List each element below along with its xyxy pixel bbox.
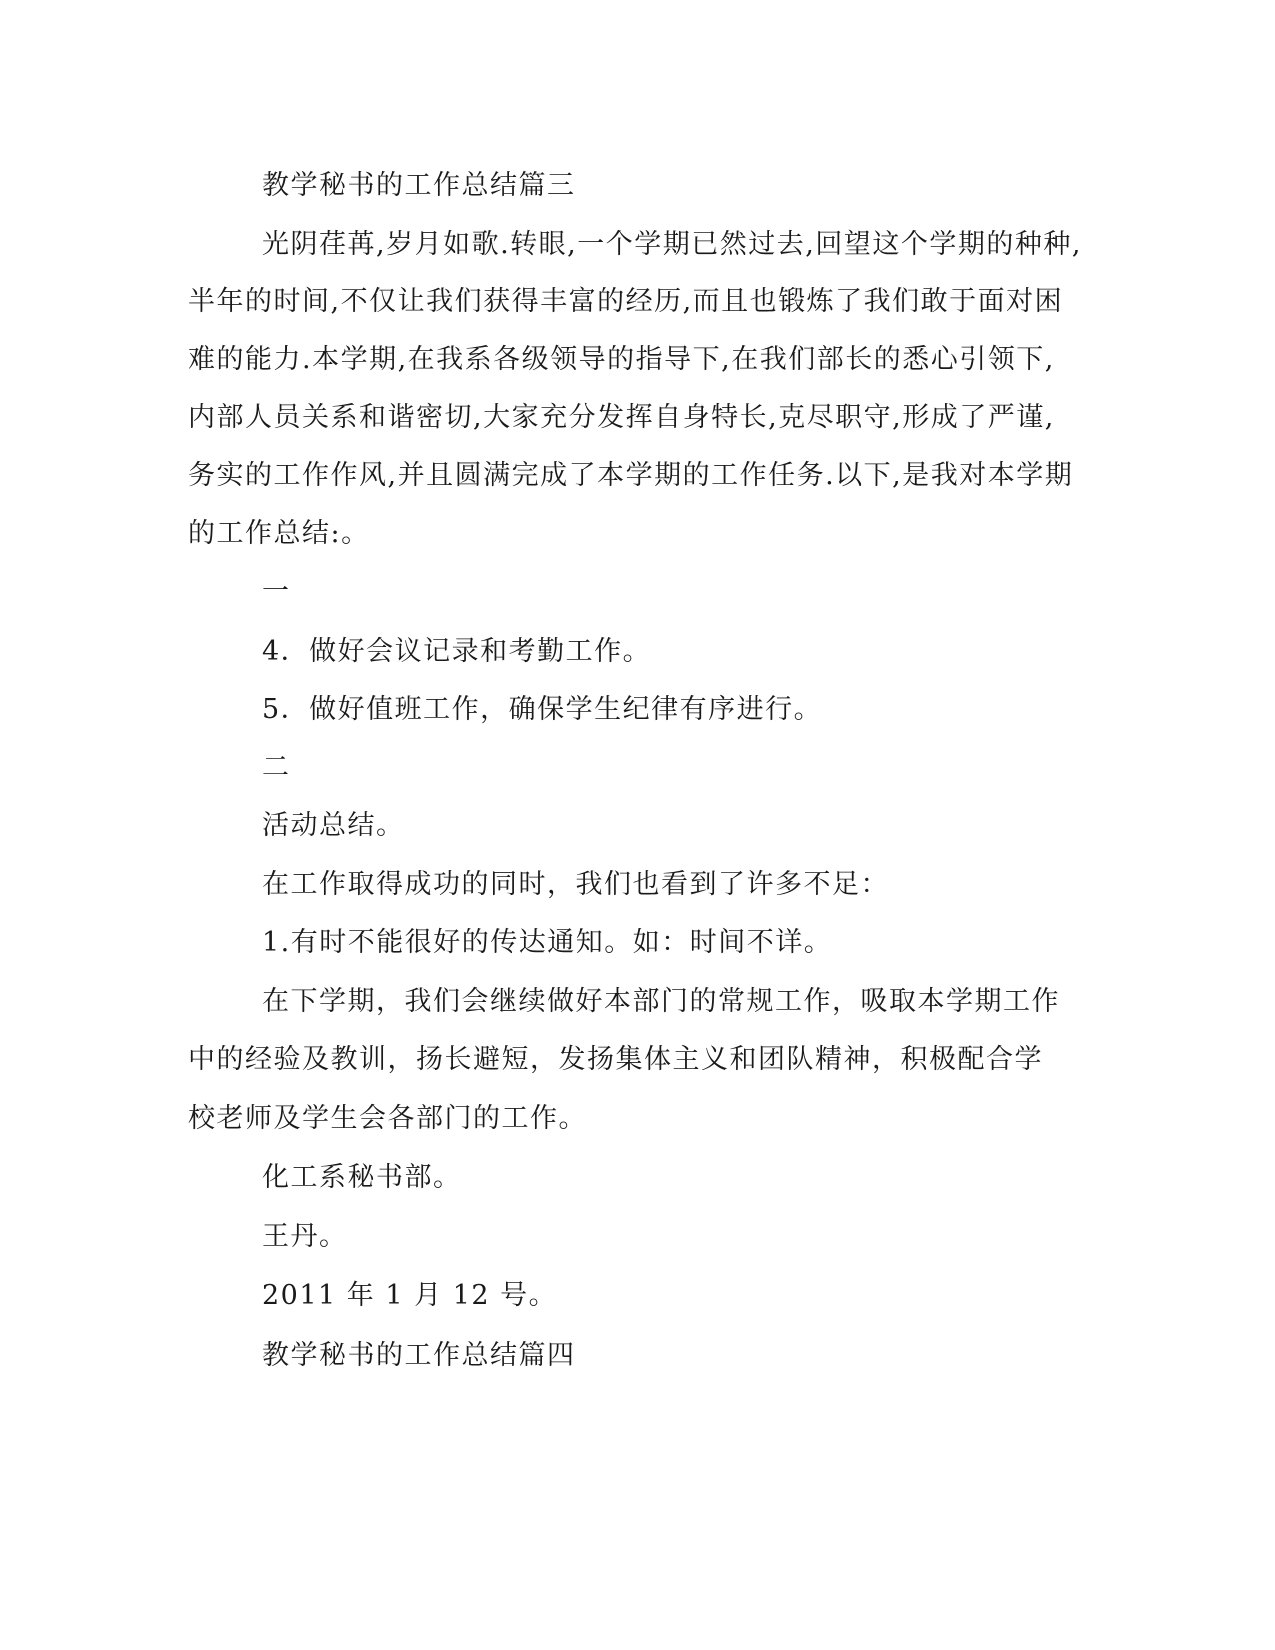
paragraph-line: 难的能力.本学期,在我系各级领导的指导下,在我们部长的悉心引领下, — [188, 344, 1055, 375]
paragraph-line: 校老师及学生会各部门的工作。 — [188, 1103, 587, 1134]
paragraph-line: 内部人员关系和谐密切,大家充分发挥自身特长,克尽职守,形成了严谨, — [188, 402, 1055, 433]
paragraph-line: 活动总结。 — [262, 810, 405, 841]
section-heading: 教学秘书的工作总结篇四 — [262, 1340, 576, 1371]
paragraph-line: 在下学期，我们会继续做好本部门的常规工作，吸取本学期工作 — [262, 986, 1060, 1017]
paragraph-line: 光阴荏苒,岁月如歌.转眼,一个学期已然过去,回望这个学期的种种, — [262, 229, 1082, 260]
list-item: 4．做好会议记录和考勤工作。 — [262, 636, 652, 667]
section-number: 二 — [262, 752, 291, 783]
paragraph-line: 半年的时间,不仅让我们获得丰富的经历,而且也锻炼了我们敢于面对困 — [188, 286, 1064, 317]
signature-department: 化工系秘书部。 — [262, 1162, 462, 1193]
paragraph-line: 务实的工作作风,并且圆满完成了本学期的工作任务.以下,是我对本学期 — [188, 460, 1074, 491]
paragraph-line: 在工作取得成功的同时，我们也看到了许多不足： — [262, 869, 889, 900]
list-item: 1.有时不能很好的传达通知。如：时间不详。 — [262, 927, 833, 958]
signature-date: 2011 年 1 月 12 号。 — [262, 1280, 558, 1311]
list-item: 5．做好值班工作，确保学生纪律有序进行。 — [262, 694, 823, 725]
section-number: 一 — [262, 576, 291, 607]
section-heading: 教学秘书的工作总结篇三 — [262, 170, 576, 201]
signature-name: 王丹。 — [262, 1221, 348, 1252]
paragraph-line: 中的经验及教训，扬长避短，发扬集体主义和团队精神，积极配合学 — [188, 1044, 1043, 1075]
paragraph-line: 的工作总结:。 — [188, 518, 370, 549]
